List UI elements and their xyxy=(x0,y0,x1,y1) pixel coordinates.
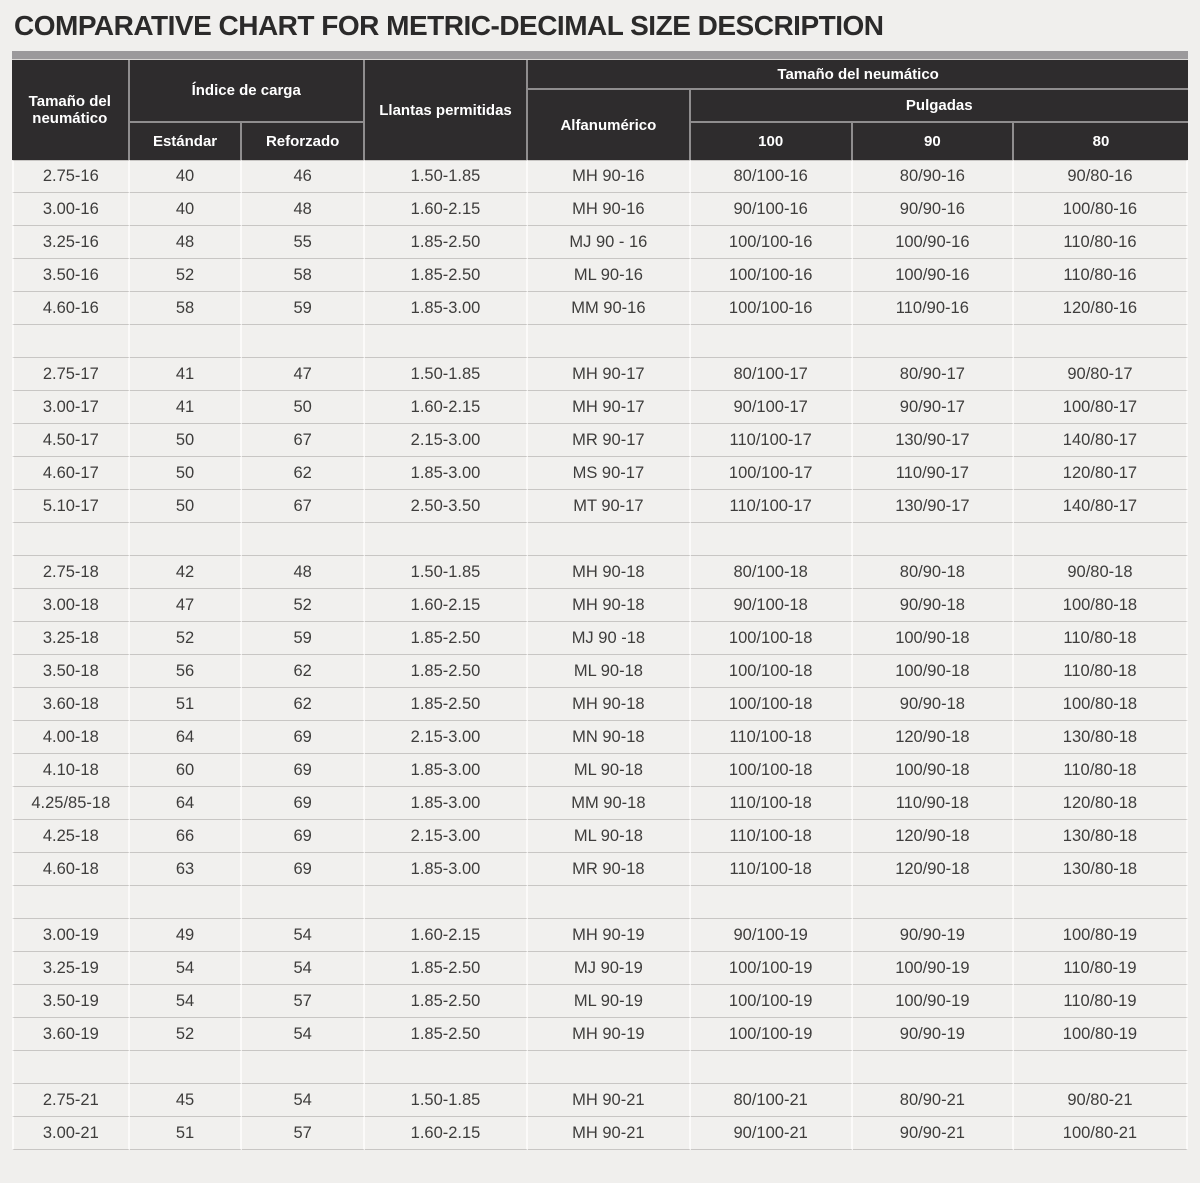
cell-inches_100: 100/100-18 xyxy=(691,622,853,655)
cell-inches_90: 100/90-19 xyxy=(853,952,1014,985)
cell-alphanumeric: MH 90-19 xyxy=(528,919,690,952)
cell-load_reinforced: 48 xyxy=(242,556,364,589)
table-row xyxy=(12,457,1188,490)
cell-load_reinforced: 52 xyxy=(242,589,364,622)
empty-cell xyxy=(242,325,364,358)
cell-alphanumeric: MS 90-17 xyxy=(528,457,690,490)
table-row xyxy=(12,391,1188,424)
table-row xyxy=(12,1018,1188,1051)
table-row xyxy=(12,292,1188,325)
cell-load_standard: 66 xyxy=(130,820,243,853)
cell-load_reinforced: 62 xyxy=(242,457,364,490)
cell-load_reinforced: 50 xyxy=(242,391,364,424)
cell-tire_size: 4.50-17 xyxy=(12,424,130,457)
empty-cell xyxy=(130,886,243,919)
cell-tire_size: 2.75-16 xyxy=(12,160,130,193)
empty-cell xyxy=(691,886,853,919)
cell-alphanumeric: MJ 90-19 xyxy=(528,952,690,985)
cell-tire_size: 3.60-19 xyxy=(12,1018,130,1051)
header-inches-90: 90 xyxy=(853,123,1014,160)
cell-rims_allowed: 1.85-2.50 xyxy=(365,259,528,292)
empty-cell xyxy=(365,523,528,556)
cell-tire_size: 3.00-18 xyxy=(12,589,130,622)
cell-inches_100: 100/100-18 xyxy=(691,655,853,688)
cell-tire_size: 4.10-18 xyxy=(12,754,130,787)
cell-load_standard: 50 xyxy=(130,490,243,523)
cell-inches_90: 100/90-16 xyxy=(853,259,1014,292)
cell-inches_80: 100/80-18 xyxy=(1014,589,1188,622)
table-row xyxy=(12,919,1188,952)
cell-inches_90: 80/90-16 xyxy=(853,160,1014,193)
cell-load_standard: 54 xyxy=(130,952,243,985)
cell-inches_80: 130/80-18 xyxy=(1014,820,1188,853)
cell-load_standard: 50 xyxy=(130,457,243,490)
cell-inches_90: 80/90-21 xyxy=(853,1084,1014,1117)
cell-inches_80: 140/80-17 xyxy=(1014,424,1188,457)
cell-load_reinforced: 59 xyxy=(242,292,364,325)
cell-rims_allowed: 1.85-2.50 xyxy=(365,985,528,1018)
cell-tire_size: 4.60-16 xyxy=(12,292,130,325)
cell-inches_80: 100/80-17 xyxy=(1014,391,1188,424)
cell-inches_80: 110/80-16 xyxy=(1014,226,1188,259)
cell-tire_size: 3.25-18 xyxy=(12,622,130,655)
cell-load_reinforced: 54 xyxy=(242,1084,364,1117)
cell-inches_90: 90/90-16 xyxy=(853,193,1014,226)
table-row xyxy=(12,655,1188,688)
table-row xyxy=(12,1117,1188,1150)
cell-load_standard: 52 xyxy=(130,622,243,655)
empty-cell xyxy=(691,325,853,358)
cell-alphanumeric: MH 90-18 xyxy=(528,556,690,589)
cell-inches_100: 110/100-17 xyxy=(691,490,853,523)
cell-rims_allowed: 1.85-3.00 xyxy=(365,457,528,490)
cell-inches_100: 80/100-17 xyxy=(691,358,853,391)
separator-row xyxy=(12,325,1188,358)
cell-inches_90: 90/90-21 xyxy=(853,1117,1014,1150)
cell-inches_90: 120/90-18 xyxy=(853,721,1014,754)
cell-load_standard: 60 xyxy=(130,754,243,787)
cell-load_reinforced: 54 xyxy=(242,1018,364,1051)
table-row xyxy=(12,787,1188,820)
header-inches-100: 100 xyxy=(691,123,853,160)
table-row xyxy=(12,259,1188,292)
cell-load_standard: 52 xyxy=(130,1018,243,1051)
cell-tire_size: 5.10-17 xyxy=(12,490,130,523)
cell-inches_100: 110/100-17 xyxy=(691,424,853,457)
cell-load_reinforced: 69 xyxy=(242,787,364,820)
cell-alphanumeric: MM 90-16 xyxy=(528,292,690,325)
cell-inches_80: 100/80-18 xyxy=(1014,688,1188,721)
cell-inches_100: 100/100-16 xyxy=(691,259,853,292)
cell-inches_90: 100/90-18 xyxy=(853,754,1014,787)
cell-rims_allowed: 1.60-2.15 xyxy=(365,391,528,424)
table-row xyxy=(12,424,1188,457)
cell-rims_allowed: 1.85-3.00 xyxy=(365,853,528,886)
cell-load_standard: 47 xyxy=(130,589,243,622)
empty-cell xyxy=(1014,1051,1188,1084)
empty-cell xyxy=(853,886,1014,919)
cell-rims_allowed: 1.85-3.00 xyxy=(365,754,528,787)
cell-tire_size: 3.50-19 xyxy=(12,985,130,1018)
cell-tire_size: 2.75-18 xyxy=(12,556,130,589)
comparative-table-container xyxy=(12,51,1188,1150)
cell-alphanumeric: ML 90-18 xyxy=(528,754,690,787)
cell-inches_80: 90/80-17 xyxy=(1014,358,1188,391)
cell-load_standard: 40 xyxy=(130,193,243,226)
cell-alphanumeric: ML 90-16 xyxy=(528,259,690,292)
table-row xyxy=(12,160,1188,193)
table-row xyxy=(12,754,1188,787)
cell-inches_80: 120/80-16 xyxy=(1014,292,1188,325)
cell-inches_100: 80/100-21 xyxy=(691,1084,853,1117)
cell-load_standard: 51 xyxy=(130,688,243,721)
empty-cell xyxy=(12,523,130,556)
table-row xyxy=(12,622,1188,655)
cell-alphanumeric: ML 90-18 xyxy=(528,820,690,853)
empty-cell xyxy=(691,1051,853,1084)
cell-inches_90: 90/90-19 xyxy=(853,1018,1014,1051)
empty-cell xyxy=(130,325,243,358)
table-row xyxy=(12,721,1188,754)
cell-alphanumeric: MH 90-21 xyxy=(528,1084,690,1117)
cell-load_reinforced: 47 xyxy=(242,358,364,391)
cell-load_reinforced: 62 xyxy=(242,688,364,721)
cell-alphanumeric: MH 90-17 xyxy=(528,358,690,391)
cell-load_reinforced: 48 xyxy=(242,193,364,226)
cell-tire_size: 3.50-16 xyxy=(12,259,130,292)
cell-inches_80: 90/80-18 xyxy=(1014,556,1188,589)
cell-inches_80: 120/80-18 xyxy=(1014,787,1188,820)
cell-alphanumeric: MN 90-18 xyxy=(528,721,690,754)
cell-load_standard: 64 xyxy=(130,721,243,754)
cell-load_reinforced: 69 xyxy=(242,721,364,754)
cell-load_standard: 63 xyxy=(130,853,243,886)
cell-inches_80: 110/80-18 xyxy=(1014,754,1188,787)
empty-cell xyxy=(12,325,130,358)
empty-cell xyxy=(528,1051,690,1084)
cell-rims_allowed: 1.60-2.15 xyxy=(365,919,528,952)
cell-alphanumeric: MJ 90 -18 xyxy=(528,622,690,655)
cell-load_reinforced: 55 xyxy=(242,226,364,259)
cell-rims_allowed: 2.15-3.00 xyxy=(365,721,528,754)
cell-alphanumeric: MM 90-18 xyxy=(528,787,690,820)
cell-load_reinforced: 57 xyxy=(242,985,364,1018)
cell-load_standard: 41 xyxy=(130,391,243,424)
header-tire-size-left: Tamaño del neumático xyxy=(12,60,130,160)
cell-tire_size: 4.60-18 xyxy=(12,853,130,886)
empty-cell xyxy=(365,325,528,358)
cell-alphanumeric: MH 90-19 xyxy=(528,1018,690,1051)
cell-rims_allowed: 1.85-3.00 xyxy=(365,292,528,325)
cell-inches_100: 90/100-17 xyxy=(691,391,853,424)
cell-inches_100: 110/100-18 xyxy=(691,853,853,886)
cell-inches_100: 100/100-19 xyxy=(691,985,853,1018)
cell-inches_100: 110/100-18 xyxy=(691,820,853,853)
cell-load_standard: 45 xyxy=(130,1084,243,1117)
empty-cell xyxy=(528,523,690,556)
cell-alphanumeric: MH 90-16 xyxy=(528,193,690,226)
cell-tire_size: 2.75-17 xyxy=(12,358,130,391)
cell-inches_100: 90/100-19 xyxy=(691,919,853,952)
cell-load_reinforced: 69 xyxy=(242,820,364,853)
cell-inches_80: 100/80-19 xyxy=(1014,919,1188,952)
cell-inches_90: 100/90-18 xyxy=(853,622,1014,655)
cell-rims_allowed: 1.60-2.15 xyxy=(365,1117,528,1150)
cell-inches_100: 110/100-18 xyxy=(691,787,853,820)
cell-load_standard: 40 xyxy=(130,160,243,193)
cell-load_standard: 50 xyxy=(130,424,243,457)
cell-alphanumeric: MH 90-17 xyxy=(528,391,690,424)
cell-load_reinforced: 67 xyxy=(242,490,364,523)
header-load-reinforced: Reforzado xyxy=(242,123,364,160)
cell-alphanumeric: MR 90-17 xyxy=(528,424,690,457)
cell-rims_allowed: 1.50-1.85 xyxy=(365,556,528,589)
cell-rims_allowed: 1.50-1.85 xyxy=(365,160,528,193)
cell-inches_100: 90/100-21 xyxy=(691,1117,853,1150)
empty-cell xyxy=(365,1051,528,1084)
cell-inches_90: 110/90-16 xyxy=(853,292,1014,325)
table-row xyxy=(12,490,1188,523)
empty-cell xyxy=(130,523,243,556)
cell-rims_allowed: 2.15-3.00 xyxy=(365,424,528,457)
empty-cell xyxy=(528,325,690,358)
cell-inches_100: 80/100-18 xyxy=(691,556,853,589)
header-inches: Pulgadas xyxy=(691,90,1188,123)
cell-alphanumeric: MH 90-18 xyxy=(528,688,690,721)
empty-cell xyxy=(242,1051,364,1084)
cell-alphanumeric: MH 90-21 xyxy=(528,1117,690,1150)
cell-alphanumeric: ML 90-19 xyxy=(528,985,690,1018)
cell-rims_allowed: 1.85-2.50 xyxy=(365,1018,528,1051)
cell-inches_80: 140/80-17 xyxy=(1014,490,1188,523)
empty-cell xyxy=(365,886,528,919)
cell-inches_100: 100/100-18 xyxy=(691,754,853,787)
table-body xyxy=(12,160,1188,1150)
cell-alphanumeric: ML 90-18 xyxy=(528,655,690,688)
comparative-table xyxy=(12,60,1188,1150)
header-alphanumeric: Alfanumérico xyxy=(528,90,690,160)
cell-inches_80: 90/80-16 xyxy=(1014,160,1188,193)
cell-tire_size: 3.25-16 xyxy=(12,226,130,259)
cell-rims_allowed: 1.85-2.50 xyxy=(365,226,528,259)
cell-alphanumeric: MH 90-18 xyxy=(528,589,690,622)
cell-rims_allowed: 2.50-3.50 xyxy=(365,490,528,523)
cell-inches_100: 110/100-18 xyxy=(691,721,853,754)
table-row xyxy=(12,1084,1188,1117)
cell-load_reinforced: 58 xyxy=(242,259,364,292)
cell-inches_90: 110/90-18 xyxy=(853,787,1014,820)
table-row xyxy=(12,358,1188,391)
empty-cell xyxy=(130,1051,243,1084)
cell-inches_90: 100/90-16 xyxy=(853,226,1014,259)
cell-rims_allowed: 2.15-3.00 xyxy=(365,820,528,853)
cell-rims_allowed: 1.60-2.15 xyxy=(365,589,528,622)
cell-inches_100: 100/100-17 xyxy=(691,457,853,490)
cell-inches_100: 100/100-18 xyxy=(691,688,853,721)
table-row xyxy=(12,853,1188,886)
empty-cell xyxy=(1014,325,1188,358)
cell-tire_size: 3.00-21 xyxy=(12,1117,130,1150)
cell-rims_allowed: 1.85-3.00 xyxy=(365,787,528,820)
cell-alphanumeric: MR 90-18 xyxy=(528,853,690,886)
cell-load_reinforced: 54 xyxy=(242,952,364,985)
cell-rims_allowed: 1.85-2.50 xyxy=(365,655,528,688)
empty-cell xyxy=(853,1051,1014,1084)
cell-load_standard: 51 xyxy=(130,1117,243,1150)
table-row xyxy=(12,556,1188,589)
separator-row xyxy=(12,523,1188,556)
table-top-strip xyxy=(12,51,1188,60)
cell-inches_90: 90/90-19 xyxy=(853,919,1014,952)
cell-inches_80: 120/80-17 xyxy=(1014,457,1188,490)
cell-inches_90: 100/90-19 xyxy=(853,985,1014,1018)
table-row xyxy=(12,589,1188,622)
table-row xyxy=(12,952,1188,985)
cell-inches_80: 110/80-16 xyxy=(1014,259,1188,292)
cell-tire_size: 3.00-17 xyxy=(12,391,130,424)
cell-tire_size: 3.00-16 xyxy=(12,193,130,226)
empty-cell xyxy=(853,523,1014,556)
cell-inches_100: 100/100-19 xyxy=(691,1018,853,1051)
cell-rims_allowed: 1.85-2.50 xyxy=(365,622,528,655)
cell-load_standard: 49 xyxy=(130,919,243,952)
cell-inches_100: 100/100-16 xyxy=(691,226,853,259)
cell-inches_90: 80/90-17 xyxy=(853,358,1014,391)
cell-rims_allowed: 1.85-2.50 xyxy=(365,688,528,721)
cell-load_reinforced: 62 xyxy=(242,655,364,688)
cell-inches_80: 100/80-16 xyxy=(1014,193,1188,226)
table-row xyxy=(12,226,1188,259)
cell-inches_100: 100/100-16 xyxy=(691,292,853,325)
cell-tire_size: 4.25-18 xyxy=(12,820,130,853)
header-load-index: Índice de carga xyxy=(130,60,365,123)
cell-inches_100: 100/100-19 xyxy=(691,952,853,985)
cell-inches_90: 130/90-17 xyxy=(853,424,1014,457)
cell-load_reinforced: 69 xyxy=(242,853,364,886)
empty-cell xyxy=(12,1051,130,1084)
header-rims-allowed: Llantas permitidas xyxy=(365,60,528,160)
cell-inches_80: 110/80-19 xyxy=(1014,952,1188,985)
cell-inches_90: 130/90-17 xyxy=(853,490,1014,523)
empty-cell xyxy=(691,523,853,556)
cell-inches_100: 90/100-18 xyxy=(691,589,853,622)
cell-inches_90: 120/90-18 xyxy=(853,853,1014,886)
table-row xyxy=(12,193,1188,226)
cell-alphanumeric: MT 90-17 xyxy=(528,490,690,523)
header-tire-size-right: Tamaño del neumático xyxy=(528,60,1188,90)
cell-inches_80: 90/80-21 xyxy=(1014,1084,1188,1117)
cell-load_standard: 56 xyxy=(130,655,243,688)
cell-load_standard: 42 xyxy=(130,556,243,589)
cell-tire_size: 4.00-18 xyxy=(12,721,130,754)
cell-inches_80: 100/80-19 xyxy=(1014,1018,1188,1051)
cell-load_reinforced: 54 xyxy=(242,919,364,952)
separator-row xyxy=(12,886,1188,919)
table-row xyxy=(12,820,1188,853)
cell-rims_allowed: 1.50-1.85 xyxy=(365,358,528,391)
cell-load_reinforced: 67 xyxy=(242,424,364,457)
header-inches-80: 80 xyxy=(1014,123,1188,160)
empty-cell xyxy=(242,886,364,919)
cell-inches_80: 130/80-18 xyxy=(1014,721,1188,754)
cell-alphanumeric: MH 90-16 xyxy=(528,160,690,193)
cell-inches_90: 100/90-18 xyxy=(853,655,1014,688)
header-load-standard: Estándar xyxy=(130,123,243,160)
empty-cell xyxy=(242,523,364,556)
cell-inches_80: 110/80-18 xyxy=(1014,655,1188,688)
cell-inches_90: 80/90-18 xyxy=(853,556,1014,589)
cell-tire_size: 2.75-21 xyxy=(12,1084,130,1117)
cell-tire_size: 4.60-17 xyxy=(12,457,130,490)
table-header xyxy=(12,60,1188,160)
cell-inches_90: 90/90-18 xyxy=(853,589,1014,622)
cell-load_standard: 54 xyxy=(130,985,243,1018)
cell-inches_90: 90/90-18 xyxy=(853,688,1014,721)
cell-tire_size: 4.25/85-18 xyxy=(12,787,130,820)
empty-cell xyxy=(528,886,690,919)
cell-inches_100: 80/100-16 xyxy=(691,160,853,193)
cell-load_standard: 41 xyxy=(130,358,243,391)
cell-rims_allowed: 1.60-2.15 xyxy=(365,193,528,226)
empty-cell xyxy=(1014,523,1188,556)
cell-inches_90: 120/90-18 xyxy=(853,820,1014,853)
cell-inches_80: 100/80-21 xyxy=(1014,1117,1188,1150)
cell-inches_100: 90/100-16 xyxy=(691,193,853,226)
cell-load_standard: 48 xyxy=(130,226,243,259)
separator-row xyxy=(12,1051,1188,1084)
cell-inches_90: 90/90-17 xyxy=(853,391,1014,424)
cell-load_reinforced: 57 xyxy=(242,1117,364,1150)
cell-inches_90: 110/90-17 xyxy=(853,457,1014,490)
cell-load_standard: 52 xyxy=(130,259,243,292)
cell-tire_size: 3.50-18 xyxy=(12,655,130,688)
cell-tire_size: 3.00-19 xyxy=(12,919,130,952)
page-title: COMPARATIVE CHART FOR METRIC-DECIMAL SIZE DESCRIPTION xyxy=(14,10,884,41)
cell-alphanumeric: MJ 90 - 16 xyxy=(528,226,690,259)
cell-load_reinforced: 59 xyxy=(242,622,364,655)
empty-cell xyxy=(1014,886,1188,919)
cell-load_reinforced: 46 xyxy=(242,160,364,193)
cell-rims_allowed: 1.50-1.85 xyxy=(365,1084,528,1117)
table-row xyxy=(12,985,1188,1018)
empty-cell xyxy=(12,886,130,919)
cell-inches_80: 130/80-18 xyxy=(1014,853,1188,886)
cell-rims_allowed: 1.85-2.50 xyxy=(365,952,528,985)
cell-load_standard: 64 xyxy=(130,787,243,820)
cell-tire_size: 3.60-18 xyxy=(12,688,130,721)
empty-cell xyxy=(853,325,1014,358)
cell-load_standard: 58 xyxy=(130,292,243,325)
cell-inches_80: 110/80-19 xyxy=(1014,985,1188,1018)
cell-load_reinforced: 69 xyxy=(242,754,364,787)
cell-inches_80: 110/80-18 xyxy=(1014,622,1188,655)
table-row xyxy=(12,688,1188,721)
cell-tire_size: 3.25-19 xyxy=(12,952,130,985)
